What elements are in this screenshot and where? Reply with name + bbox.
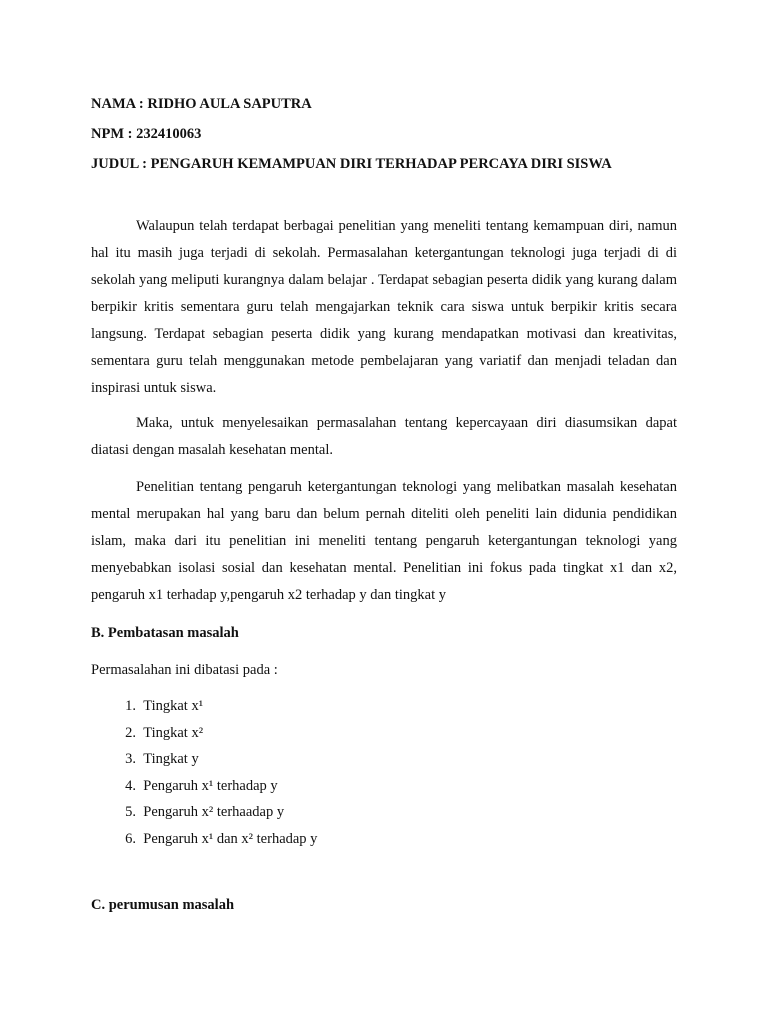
list-item xyxy=(91,830,317,857)
list-item-text: Tingkat x¹ xyxy=(143,698,204,714)
list-number: 6. xyxy=(125,830,136,847)
section-b-heading: B. Pembatasan masalah xyxy=(91,625,239,641)
paragraph-3: Penelitian tentang pengaruh ketergantungan teknologi yang melibatkan masalah kesehatan mental merupakan hal yang baru dan belum pernah diteliti oleh peneliti lain didunia pendidikan islam, maka dari itu penelitian ini meneliti tentang pengaruh ketergantungan teknologi yang menyebabkan isolasi sosial dan kesehatan mental. Penelitian ini fokus pada tingkat x1 dan x2, pengaruh x1 terhadap y,pengaruh x2 terhadap y dan tingkat y xyxy=(91,479,677,603)
list-item-text: Pengaruh x¹ terhadap y xyxy=(143,777,278,794)
list-item xyxy=(91,777,317,804)
list-item xyxy=(91,750,317,777)
list-number: 4. xyxy=(125,777,136,794)
document-title: JUDUL : PENGARUH KEMAMPUAN DIRI TERHADAP PERCAYA DIRI SISWA xyxy=(91,156,612,172)
list-number: 2. xyxy=(125,724,136,741)
paragraph-1: Walaupun telah terdapat berbagai penelitian yang meneliti tentang kemampuan diri, namun hal itu masih juga terjadi di sekolah. Permasalahan ketergantungan teknologi juga terjadi di di sekolah yang meliputi kurangnya dalam belajar . Terdapat sebagian peserta didik yang kurang dalam berpikir kritis sementara guru telah mengajarkan teknik cara siswa untuk berpikir kritis secara langsung. Terdapat sebagian peserta didik yang kurang mendapatkan motivasi dan kreativitas, sementara guru telah menggunakan metode pembelajaran yang variatif dan menjadi teladan dan inspirasi untuk siswa. xyxy=(91,218,677,396)
student-name: NAMA : RIDHO AULA SAPUTRA xyxy=(91,96,312,112)
list-item-text: Pengaruh x² terhaadap y xyxy=(143,804,285,821)
list-item-text: Tingkat x² xyxy=(143,724,204,741)
list-number: 3. xyxy=(125,751,136,768)
student-npm: NPM : 232410063 xyxy=(91,126,202,142)
list-item xyxy=(91,724,317,751)
section-c-heading: C. perumusan masalah xyxy=(91,897,235,913)
paragraph-2: Maka, untuk menyelesaikan permasalahan tentang kepercayaan diri diasumsikan dapat diatasi dengan masalah kesehatan mental. xyxy=(91,415,677,458)
list-item-text: Pengaruh x¹ dan x² terhadap y xyxy=(143,830,318,847)
list-number: 5. xyxy=(125,804,136,821)
section-b-intro: Permasalahan ini dibatasi pada : xyxy=(91,662,278,678)
list-item-text: Tingkat y xyxy=(143,751,199,768)
list-item xyxy=(91,697,317,724)
limitation-list xyxy=(91,697,317,857)
list-number: 1. xyxy=(125,698,136,714)
list-item xyxy=(91,803,317,830)
